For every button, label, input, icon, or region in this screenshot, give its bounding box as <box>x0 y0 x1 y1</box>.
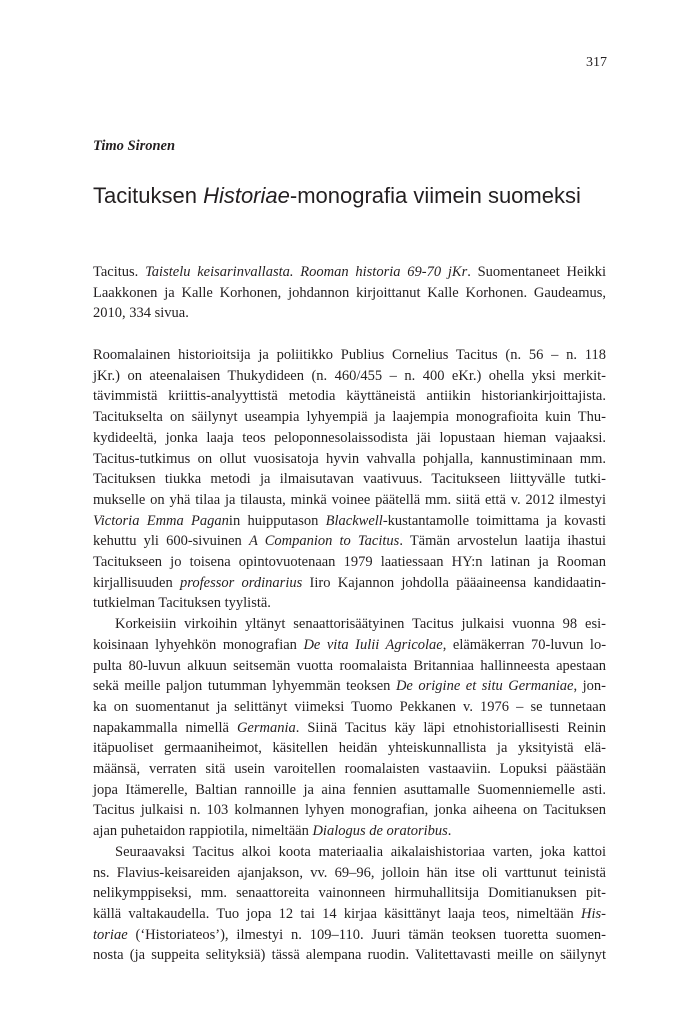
text-line <box>93 635 606 656</box>
text-line <box>93 945 606 966</box>
text-run: koisinaan lyhyehkön monografian <box>93 636 304 653</box>
text-line <box>93 531 606 552</box>
title-italic-text: Historiae <box>203 183 290 208</box>
title-text: -monografia viimein suomeksi <box>289 183 581 208</box>
text-run: -kustantamolle toimittama ja kovasti <box>382 512 607 529</box>
text-run: . Suomentaneet Heikki <box>467 264 606 280</box>
italic-text: De vita Iulii Agricolae <box>303 636 443 653</box>
text-run: tutkielman Tacituksen tyylistä. <box>93 595 271 612</box>
text-line <box>93 800 606 821</box>
text-run: Tacitus julkaisi n. 103 kolmannen lyhyen monografian, jonka aiheena on Tacituksen <box>93 802 606 819</box>
text-line <box>93 759 606 780</box>
text-run: ajan puhetaidon rappiotila, nimeltään <box>93 823 313 840</box>
text-run: itäpuoliset germaaniheimot, käsitellen heidän yhteiskunnallista ja yksityistä elä- <box>93 740 606 757</box>
text-line <box>93 345 606 366</box>
text-run: (‘Historiateos’), ilmestyi n. 109–110. Juuri tämän teoksen tuoretta suomen- <box>127 926 606 943</box>
article-title <box>93 183 581 209</box>
italic-text: toriae <box>93 926 128 943</box>
text-run: Tacitus-tutkimus on ollut vuosisatoja hyvin vahvalla pohjalla, kannustiminaan mm. <box>93 450 606 467</box>
text-line <box>93 366 606 387</box>
text-line <box>93 511 606 532</box>
text-line <box>93 386 606 407</box>
title-text: Tacituksen <box>93 183 204 208</box>
text-run: kirjallisuuden <box>93 574 181 591</box>
text-run: napakammalla nimellä <box>93 719 237 736</box>
text-run: . <box>447 823 452 840</box>
text-run: jopa Itämerelle, Baltian rannoille ja aina fennien asuttamalle Suomenniemelle asti. <box>93 781 606 798</box>
text-line <box>93 925 606 946</box>
text-run: . Siinä Tacitus käy läpi etnohistoriallisesti Reinin <box>295 719 606 736</box>
italic-text: Victoria Emma Pagan <box>93 512 229 529</box>
text-line <box>93 407 606 428</box>
article-body <box>93 345 606 966</box>
text-run: Korkeisiin virkoihin yltänyt senaattorisäätyinen Tacitus julkaisi vuonna 98 esi- <box>115 616 606 633</box>
text-line <box>93 780 606 801</box>
italic-text: His- <box>581 905 606 922</box>
text-run: , elämäkerran 70-luvun lo- <box>442 636 607 653</box>
text-line <box>93 656 606 677</box>
italic-text: Dialogus de oratoribus <box>312 823 448 840</box>
text-run: . Tämän arvostelun laatija ihastui <box>399 533 607 550</box>
text-line <box>93 262 606 283</box>
italic-text: professor ordinarius <box>180 574 303 591</box>
text-line <box>93 883 606 904</box>
text-run: nosta (ja suppeita selityksiä) tässä alempana ruodin. Valitettavasti meille on säilynyt <box>93 947 606 964</box>
paragraph <box>93 345 606 614</box>
text-line <box>93 593 606 614</box>
text-line <box>93 428 606 449</box>
text-run: , jon- <box>573 678 607 695</box>
author-name: Timo Sironen <box>93 138 176 154</box>
text-line <box>93 697 606 718</box>
text-run: kydideeltä, jonka laaja teos peloponnesolaissodista jäi lopustaan hieman vajaaksi. <box>93 429 606 446</box>
text-line <box>93 573 606 594</box>
text-line <box>93 469 606 490</box>
text-run: 2010, 334 sivua. <box>93 305 189 322</box>
text-run: tävimmistä kriittis-analyyttistä metodia käyttäneistä antiikin historiankirjoittajista. <box>93 388 606 405</box>
text-run: Tacitukselta on säilynyt useampia lyhyempiä ja laajempia monografioita kuin Thu- <box>93 409 606 426</box>
text-run: källä valtakaudella. Tuo jopa 12 tai 14 kirjaa käsittänyt laaja teos, nimeltään <box>93 905 582 922</box>
text-line <box>93 842 606 863</box>
text-run: nelikymppiseksi, mm. senaattoreita vainonneen hirmuhallitsija Domitianuksen pit- <box>93 885 606 902</box>
text-run: mukselle on yhä tilaa ja tilausta, minkä voinee päätellä mm. siitä että v. 2012 ilmestyi <box>93 491 606 508</box>
text-run: määnsä, verraten sitä usein varoitellen roomalaisten vastaaviin. Lopuksi päästään <box>93 761 606 778</box>
paragraph <box>93 842 606 966</box>
text-run: ns. Flavius-keisareiden ajanjakson, vv. 69–96, jolloin hän itse oli varttunut teinistä <box>93 864 606 881</box>
text-line <box>93 904 606 925</box>
paragraph <box>93 614 606 842</box>
italic-text: A Companion to Tacitus <box>248 533 400 550</box>
text-line <box>93 283 606 304</box>
text-run: Tacitus. <box>93 264 146 280</box>
text-line <box>93 552 606 573</box>
italic-text: Taistelu keisarinvallasta. Rooman historia 69-70 jKr <box>145 264 468 280</box>
text-run: Tacituksen tiukka metodi ja ilmaisutavan vaativuus. Tacitukseen liittyvälle tutki- <box>93 471 606 488</box>
text-line <box>93 303 606 324</box>
text-run: in huipputason <box>228 512 326 529</box>
text-run: Roomalainen historioitsija ja poliitikko Publius Cornelius Tacitus (n. 56 – n. 118 <box>93 347 606 363</box>
italic-text: Germania <box>236 719 296 736</box>
text-run: Laakkonen ja Kalle Korhonen, johdannon kirjoittanut Kalle Korhonen. Gaudeamus, <box>93 284 606 301</box>
text-run: sekä meille paljon tutumman lyhyemmän teoksen <box>93 678 396 695</box>
text-line <box>93 614 606 635</box>
text-line <box>93 676 606 697</box>
text-line <box>93 718 606 739</box>
text-run: Tacitukseen jo toisena opintovuotenaan 1979 laatiessaan HY:n latinan ja Rooman <box>93 554 606 571</box>
bibliographic-citation <box>93 262 606 324</box>
text-line <box>93 738 606 759</box>
text-line <box>93 490 606 511</box>
text-run: pulta 80-luvun alkuun seitsemän vuotta roomalaista Britanniaa hallinneesta apestaan <box>93 657 606 674</box>
italic-text: Blackwell <box>325 512 383 529</box>
text-line <box>93 449 606 470</box>
text-line <box>93 863 606 884</box>
text-run: jKr.) on ateenalaisen Thukydideen (n. 460/455 – n. 400 eKr.) ohella yksi merkit- <box>93 367 606 384</box>
italic-text: De origine et situ Germaniae <box>395 678 574 695</box>
text-run: kehuttu yli 600-sivuinen <box>93 533 249 550</box>
page-number: 317 <box>586 55 607 70</box>
text-run: ka on suomentanut ja selittänyt viimeksi Tuomo Pekkanen v. 1976 – se tunnetaan <box>93 698 606 715</box>
text-run: Seuraavaksi Tacitus alkoi koota materiaalia aikalaishistoriaa varten, joka kattoi <box>115 843 606 860</box>
text-run: Iiro Kajannon johdolla pääaineensa kandidaatin- <box>302 574 606 591</box>
text-line <box>93 821 606 842</box>
